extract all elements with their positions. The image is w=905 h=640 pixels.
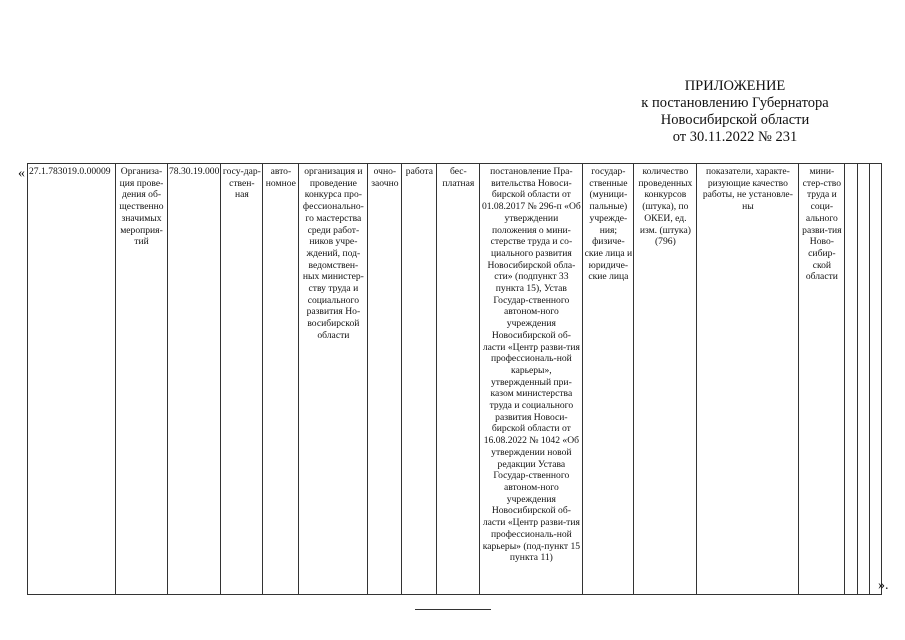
cell-volume-indicator: количество проведенных конкурсов (штука), по ОКЕИ, ед. изм. (штука) (796): [634, 164, 697, 595]
cell-okved-code: 78.30.19.000: [168, 164, 221, 595]
cell-institution-type: госу-дар-ствен-ная: [221, 164, 263, 595]
cell-type: работа: [402, 164, 437, 595]
appendix-header: [590, 78, 880, 146]
appendix-title: ПРИЛОЖЕНИЕ: [684, 78, 786, 94]
table-row: [28, 164, 882, 595]
appendix-line-3: от 30.11.2022 № 231: [672, 129, 798, 145]
cell-consumers: государ-ственные (муници-пальные) учрежде-ния; физиче-ские лица и юридиче-ские лица: [583, 164, 634, 595]
cell-payment: бес-платная: [437, 164, 480, 595]
cell-delivery-form: очно-заочно: [368, 164, 402, 595]
cell-institution-kind: авто-номное: [263, 164, 299, 595]
cell-quality-indicator: показатели, характе-ризующие качество работы, не установле-ны: [697, 164, 799, 595]
cell-ministry: мини-стер-ство труда и соци-ального разви-тия Ново-сибир-ской области: [799, 164, 845, 595]
cell-empty-3: [870, 164, 882, 595]
appendix-line-2: Новосибирской области: [660, 112, 810, 128]
registry-table: [27, 163, 882, 595]
footer-divider: [415, 609, 491, 610]
cell-service-name: Организа-ция прове-дения об-щественно значимых мероприя-тий: [116, 164, 168, 595]
cell-empty-1: [845, 164, 858, 595]
cell-registry-number: 27.1.783019.0.00009: [28, 164, 116, 595]
cell-legal-basis: постановление Пра-вительства Новоси-бирской области от 01.08.2017 № 296-п «Об утверждении положения о мини-стерстве труда и со-циального развития Новосибирской обла-сти» (подпункт 33 пункта 15), Устав Государ-ственного автоном-ного учреждения Новосибирской об-ласти «Центр разви-тия профессиональ-ной карьеры», утвержденный при-казом министерства труда и социального развития Новоси-бирской области от 16.08.2022 № 1042 «Об утверждении новой редакции Устава Государ-ственного автоном-ного учреждения Новосибирской об-ласти «Центр разви-тия профессиональ-ной карьеры» (под-пункт 15 пункта 11): [480, 164, 583, 595]
closing-quote: ».: [878, 578, 889, 593]
cell-empty-2: [858, 164, 870, 595]
appendix-line-1: к постановлению Губернатора: [641, 95, 829, 111]
opening-quote: «: [18, 166, 25, 181]
cell-service-content: организация и проведение конкурса про-фессионально-го мастерства среди работ-ников учре-ждений, под-ведомствен-ных министер-ству труда и социального развития Но-восибирской области: [299, 164, 368, 595]
